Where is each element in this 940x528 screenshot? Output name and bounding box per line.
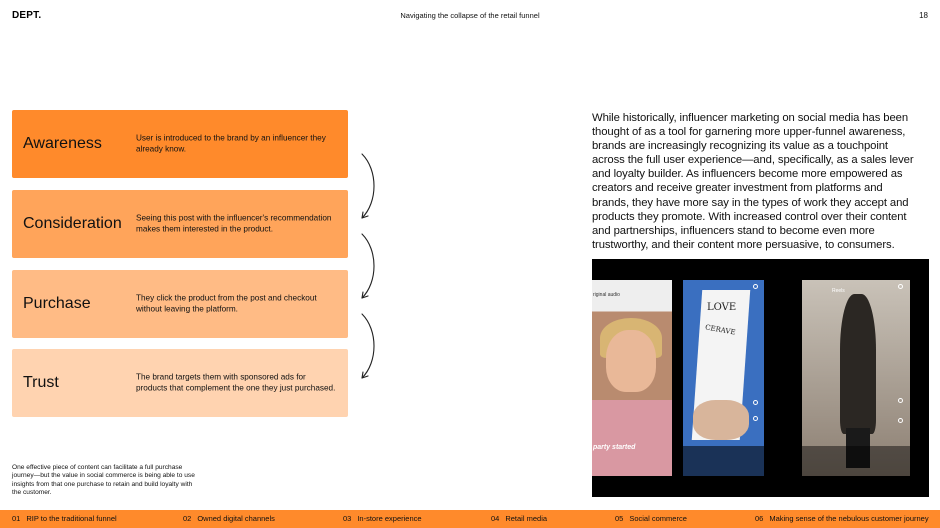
chapter-link-03[interactable]: 03 In-store experience [343,514,422,523]
stage-card-consideration [12,190,348,258]
camera-icon [753,284,758,289]
funnel-flow-arrows [350,150,390,390]
phone-screenshot-2 [683,280,764,476]
document-title: Navigating the collapse of the retail funnel [400,11,540,20]
handwritten-word: LOVE [707,302,737,313]
like-icon [753,400,758,405]
face-shape [606,330,656,392]
curved-arrow-icon [362,234,374,298]
camera-icon [898,284,903,289]
chapter-link-06[interactable]: 06 Making sense of the nebulous customer journey [755,514,929,523]
stage-name: Consideration [23,215,122,232]
reels-header: Reels [832,288,845,294]
stage-card-awareness [12,110,348,178]
dept-logo[interactable]: DEPT. [12,10,42,21]
page-header [0,0,940,30]
video-caption: party started [593,444,636,451]
person-shape [840,294,876,434]
footnote: One effective piece of content can facilitate a full purchase journey—but the value in social commerce is being able to use insights from that one purchase to retain and build loyalty with the customer. [12,464,195,497]
phone-screenshot-1 [592,280,672,476]
curved-arrow-icon [362,314,374,378]
stage-name: Awareness [23,135,102,152]
stage-description: They click the product from the post and checkout without leaving the platform. [136,293,317,313]
chapter-link-04[interactable]: 04 Retail media [491,514,548,523]
body-paragraph: While historically, influencer marketing on social media has been thought of as a tool for garnering more upper-funnel awareness, brands are increasingly recognizing its value as a touchpoint across the full user experience—and, specifically, as a sales lever and loyalty builder. As influencers become more empowered as creators and receive greater investment from platforms and brands, they have more say in the types of work they accept and products they promote. With increased control over their content and partnerships, influencers stand to become even more trustworthy, and their content more persuasive, to consumers. [592,112,914,251]
chapter-link-05[interactable]: 05 Social commerce [615,514,687,523]
stage-card-trust [12,349,348,417]
chapter-link-01[interactable]: 01 RIP to the traditional funnel [12,514,117,523]
stage-description: Seeing this post with the influencer's recommendation makes them interested in the product. [136,213,332,233]
chapter-link-02[interactable]: 02 Owned digital channels [183,514,275,523]
comment-icon [753,416,758,421]
stage-name: Trust [23,374,59,391]
stage-description: The brand targets them with sponsored ads for products that complement the one they just purchased. [136,372,336,392]
audio-label: riginal audio [593,292,620,298]
stage-name: Purchase [23,295,91,312]
caption-overlay [683,446,764,476]
chapter-nav-footer [0,510,940,528]
curved-arrow-icon [362,154,374,218]
hand-shape [693,400,749,440]
caption-overlay [802,446,910,476]
phone-screenshot-3 [802,280,910,476]
social-commerce-screenshots [592,259,929,497]
clothing-shape [592,400,672,476]
stage-card-purchase [12,270,348,338]
stage-description: User is introduced to the brand by an influencer they already know. [136,133,326,153]
like-icon [898,398,903,403]
comment-icon [898,418,903,423]
page-number: 18 [919,11,928,20]
handwritten-word: CERAVE [704,323,737,337]
